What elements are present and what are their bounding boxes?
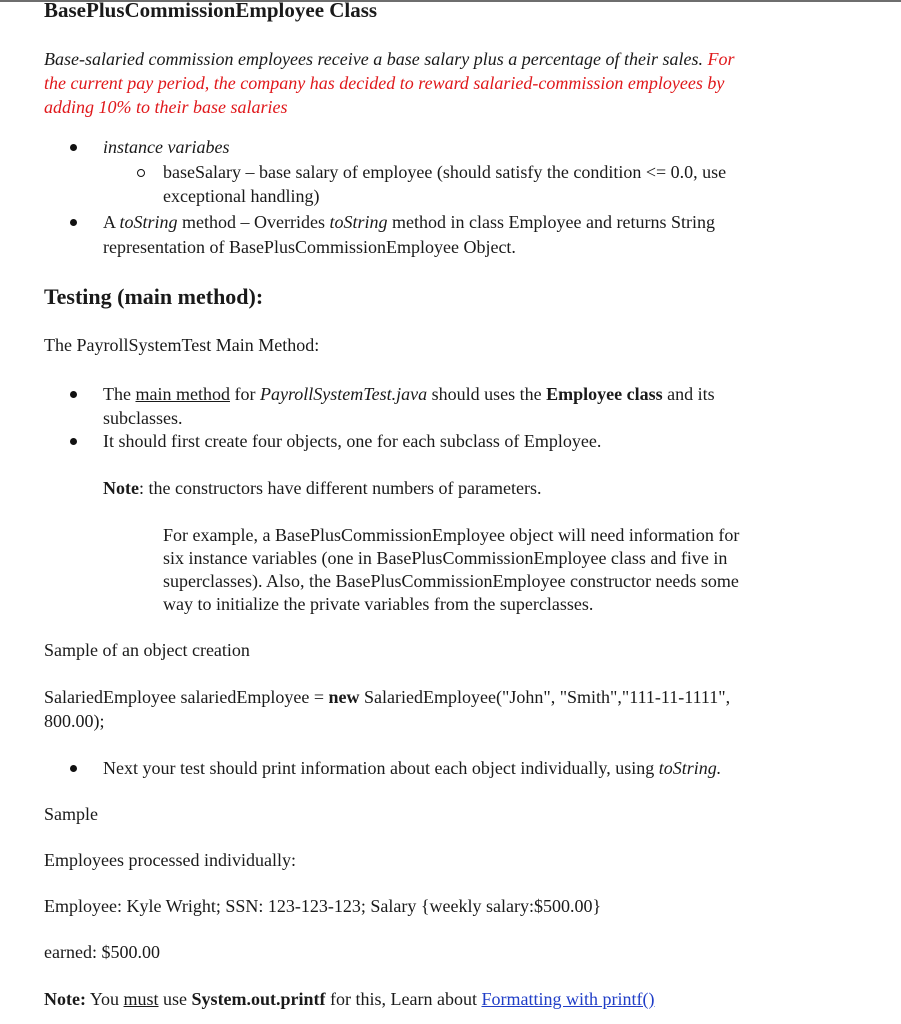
example-line-4: way to initialize the private variables from the superclasses. <box>163 594 594 614</box>
main-method-line-2: subclasses. <box>103 408 183 428</box>
intro-line-1 <box>44 48 735 71</box>
intro-text: Base-salaried commission employees receive a base salary plus a percentage of their sales. <box>44 49 704 69</box>
next-test-text <box>103 757 721 780</box>
example-line-2: six instance variables (one in BasePlusCommissionEmployee class and five in <box>163 548 728 568</box>
bullet-icon <box>70 438 77 445</box>
instance-vars-label: instance variabes <box>103 137 230 157</box>
earned-output: earned: $500.00 <box>44 942 160 962</box>
create-objects-text: It should first create four objects, one for each subclass of Employee. <box>103 431 602 451</box>
code-line-1 <box>44 686 730 709</box>
next-text: Next your test should print information about each object individually, using <box>103 758 655 778</box>
employee-class-term: Employee class <box>546 384 663 404</box>
code-keyword: new <box>328 687 360 707</box>
must-emphasis: must <box>123 989 159 1009</box>
tostring-text: A <box>103 212 116 232</box>
note-label: Note: <box>44 989 86 1009</box>
main-method-term: main method <box>135 384 230 404</box>
tostring-term: toString <box>119 212 178 232</box>
main-text: The <box>103 384 131 404</box>
base-salary-line-1: baseSalary – base salary of employee (should satisfy the condition <= 0.0, use <box>163 162 727 182</box>
main-text: should uses the <box>431 384 542 404</box>
note-text: use <box>163 989 188 1009</box>
main-text: and its <box>667 384 715 404</box>
final-note <box>44 988 654 1011</box>
employee-output: Employee: Kyle Wright; SSN: 123-123-123; Salary {weekly salary:$500.00} <box>44 896 602 916</box>
example-line-3: superclasses). Also, the BasePlusCommissionEmployee constructor needs some <box>163 571 739 591</box>
formatting-printf-link[interactable]: Formatting with printf() <box>481 989 655 1009</box>
tostring-text: method – Overrides <box>182 212 325 232</box>
tostring-line-1 <box>103 211 715 234</box>
tostring-term: toString <box>329 212 388 232</box>
testing-intro: The PayrollSystemTest Main Method: <box>44 335 320 355</box>
testing-heading: Testing (main method): <box>44 284 264 309</box>
processed-text: Employees processed individually: <box>44 850 296 870</box>
tostring-term: toString. <box>658 758 722 778</box>
page-title: BasePlusCommissionEmployee Class <box>44 0 378 22</box>
note-text: You <box>89 989 120 1009</box>
printf-term: System.out.printf <box>191 989 326 1009</box>
circle-bullet-icon <box>137 169 145 177</box>
code-line-2: 800.00); <box>44 711 105 731</box>
bullet-icon <box>70 144 77 151</box>
note-text: : the constructors have different numbers of parameters. <box>138 478 542 498</box>
note-text: for this, Learn about <box>330 989 477 1009</box>
example-line-1: For example, a BasePlusCommissionEmployee object will need information for <box>163 525 740 545</box>
tostring-text: method in class Employee and returns String <box>392 212 715 232</box>
bullet-icon <box>70 219 77 226</box>
main-method-line-1 <box>103 383 715 406</box>
code-text: SalariedEmployee salariedEmployee = <box>44 687 325 707</box>
tostring-line-2: representation of BasePlusCommissionEmployee Object. <box>103 237 516 257</box>
intro-line-2: the current pay period, the company has decided to reward salaried-commission employees by <box>44 73 725 93</box>
constructor-note <box>103 477 542 500</box>
sample-label: Sample <box>44 804 98 824</box>
bullet-icon <box>70 765 77 772</box>
main-text: for <box>234 384 256 404</box>
bullet-icon <box>70 391 77 398</box>
base-salary-line-2: exceptional handling) <box>163 186 320 206</box>
intro-highlight: For <box>707 49 735 69</box>
sample-creation-label: Sample of an object creation <box>44 640 250 660</box>
code-text: SalariedEmployee("John", "Smith","111-11-1111", <box>364 687 731 707</box>
intro-line-3: adding 10% to their base salaries <box>44 97 288 117</box>
file-name: PayrollSystemTest.java <box>259 384 428 404</box>
note-label: Note <box>103 478 139 498</box>
